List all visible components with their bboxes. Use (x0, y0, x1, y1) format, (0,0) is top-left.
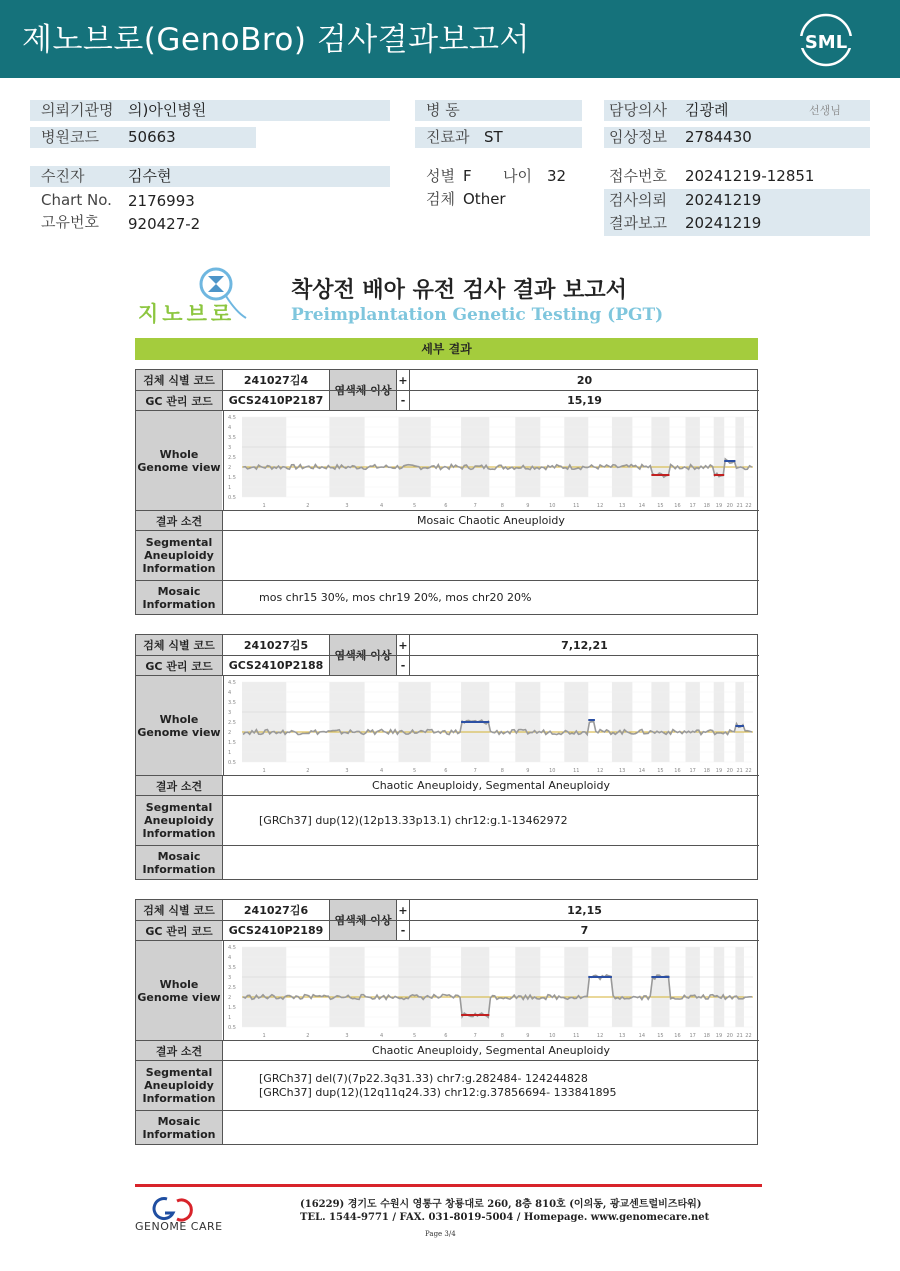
x-tick-label: 21 (736, 768, 743, 774)
report-title: 착상전 배아 유전 검사 결과 보고서 (291, 278, 627, 303)
x-tick-label: 20 (726, 503, 734, 509)
mosaic-row (136, 845, 759, 879)
x-tick-label: 4 (379, 503, 384, 509)
hospital-value: 의)아인병원 (128, 101, 207, 119)
x-tick-label: 10 (549, 1033, 556, 1039)
y-tick-label: 4.5 (228, 415, 236, 421)
gc-code-value: GCS2410P2187 (222, 391, 329, 410)
genome-plot-area (223, 411, 758, 511)
x-tick-label: 4 (379, 768, 384, 774)
x-tick-label: 6 (444, 503, 448, 509)
mosaic-value (222, 1111, 759, 1144)
x-tick-label: 5 (413, 503, 417, 509)
y-tick-label: 1.5 (228, 475, 236, 481)
x-tick-label: 17 (689, 503, 696, 509)
gc-code-value: GCS2410P2189 (222, 921, 329, 940)
y-tick-label: 3.5 (228, 435, 236, 441)
x-tick-label: 1 (262, 1033, 266, 1039)
footer-address (300, 1198, 709, 1224)
loss-value: 7 (409, 921, 759, 940)
dept-value: ST (484, 128, 503, 146)
x-tick-label: 22 (745, 503, 752, 509)
x-tick-label: 10 (549, 768, 556, 774)
x-tick-label: 3 (345, 768, 349, 774)
dept-label: 진료과 (426, 128, 470, 146)
y-tick-label: 2 (228, 465, 232, 471)
specimen-value: Other (463, 190, 506, 208)
x-tick-label: 1 (262, 503, 266, 509)
gc-code-label: GC 관리 코드 (136, 656, 222, 675)
y-tick-label: 4.5 (228, 945, 236, 951)
sample-code-value: 241027김4 (222, 370, 329, 390)
page-number: Page 3/4 (425, 1230, 456, 1238)
x-tick-label: 1 (262, 768, 266, 774)
x-tick-label: 13 (618, 1033, 626, 1039)
y-tick-label: 1 (228, 750, 232, 756)
x-tick-label: 7 (473, 768, 477, 774)
plus-sign: + (396, 370, 409, 390)
x-tick-label: 15 (657, 1033, 664, 1039)
y-tick-label: 1.5 (228, 1005, 236, 1011)
hospital-label: 의뢰기관명 (41, 101, 114, 119)
y-tick-label: 3.5 (228, 965, 236, 971)
result-value: Chaotic Aneuploidy, Segmental Aneuploidy (222, 1041, 759, 1060)
gc-code-row (136, 655, 759, 675)
genome-plot-area (223, 941, 758, 1041)
x-tick-label: 6 (444, 768, 448, 774)
doctor-value: 김광례 (685, 101, 729, 119)
x-tick-label: 3 (345, 1033, 349, 1039)
report-subtitle: Preimplantation Genetic Testing (PGT) (291, 305, 664, 325)
x-tick-label: 5 (413, 1033, 417, 1039)
gc-code-row (136, 390, 759, 410)
mosaic-value (222, 846, 759, 879)
y-tick-label: 2.5 (228, 455, 236, 461)
x-tick-label: 9 (526, 1033, 530, 1039)
gc-code-label: GC 관리 코드 (136, 391, 222, 410)
receipt-value: 20241219-12851 (685, 167, 815, 185)
x-tick-label: 8 (500, 1033, 504, 1039)
x-tick-label: 12 (596, 768, 604, 774)
chrom-abn-label: 염색체 이상 (329, 370, 396, 410)
y-tick-label: 3 (228, 975, 232, 981)
x-tick-label: 21 (736, 1033, 743, 1039)
address-line: (16229) 경기도 수원시 영통구 창룡대로 260, 8층 810호 (이의동, 광교센트럴비즈타워) (300, 1199, 702, 1210)
x-tick-label: 14 (638, 768, 646, 774)
genobro-logo-text: 지노브로 (138, 302, 236, 326)
y-tick-label: 3.5 (228, 700, 236, 706)
x-tick-label: 12 (596, 503, 604, 509)
sample-code-row (136, 370, 759, 397)
company-name: GENOME CARE (135, 1220, 223, 1233)
header-bar (0, 0, 900, 78)
genome-plot (224, 676, 759, 776)
result-label: 결과 소견 (136, 1041, 222, 1060)
request-label: 검사의뢰 (609, 191, 667, 209)
x-tick-label: 6 (444, 1033, 448, 1039)
x-tick-label: 5 (413, 768, 417, 774)
genome-plot-area (223, 676, 758, 776)
mosaic-value: mos chr15 30%, mos chr19 20%, mos chr20 20% (222, 581, 759, 614)
chrom-abn-label: 염색체 이상 (329, 900, 396, 940)
chart-value: 2176993 (128, 192, 195, 210)
whole-genome-row (136, 675, 759, 775)
x-tick-label: 2 (306, 1033, 310, 1039)
y-tick-label: 1 (228, 485, 232, 491)
y-tick-label: 4 (228, 690, 232, 696)
x-tick-label: 11 (573, 503, 580, 509)
y-tick-label: 0.5 (228, 1025, 236, 1031)
segmental-row (136, 1060, 759, 1110)
gain-value: 20 (409, 370, 759, 390)
x-tick-label: 7 (473, 503, 477, 509)
x-tick-label: 2 (306, 503, 310, 509)
result-value: Chaotic Aneuploidy, Segmental Aneuploidy (222, 776, 759, 795)
id-value: 920427-2 (128, 215, 201, 233)
loss-value (409, 656, 759, 675)
x-tick-label: 17 (689, 768, 696, 774)
genome-plot (224, 411, 759, 511)
mosaic-label: Mosaic Information (136, 1111, 222, 1144)
x-tick-label: 13 (618, 768, 626, 774)
plus-sign: + (396, 900, 409, 920)
minus-sign: - (396, 921, 409, 940)
segmental-label: Segmental Aneuploidy Information (136, 1061, 222, 1110)
y-tick-label: 3 (228, 445, 232, 451)
x-tick-label: 19 (715, 503, 723, 509)
id-label: 고유번호 (41, 213, 99, 231)
x-tick-label: 7 (473, 1033, 477, 1039)
whole-genome-row (136, 410, 759, 510)
specimen-label: 검체 (426, 190, 455, 208)
whole-genome-label: Whole Genome view (136, 676, 222, 775)
receipt-label: 접수번호 (609, 167, 667, 185)
page-title: 제노브로(GenoBro) 검사결과보고서 (22, 22, 530, 58)
y-tick-label: 1.5 (228, 740, 236, 746)
report-date-value: 20241219 (685, 214, 762, 232)
sample-table (135, 899, 758, 1145)
ward-label: 병 동 (426, 101, 460, 119)
patient-label: 수진자 (41, 167, 85, 185)
y-tick-label: 4 (228, 425, 232, 431)
x-tick-label: 15 (657, 503, 664, 509)
segmental-row (136, 795, 759, 845)
segmental-value (222, 1061, 759, 1110)
y-tick-label: 2.5 (228, 985, 236, 991)
x-tick-label: 16 (674, 768, 681, 774)
contact-line: TEL. 1544-9771 / FAX. 031-8019-5004 / Homepage. www.genomecare.net (300, 1212, 710, 1223)
result-row (136, 510, 759, 530)
sample-code-label: 검체 식별 코드 (136, 370, 222, 390)
x-tick-label: 20 (726, 768, 734, 774)
gain-value: 12,15 (409, 900, 759, 920)
patient-value: 김수현 (128, 167, 172, 185)
x-tick-label: 16 (674, 503, 681, 509)
age-value: 32 (547, 167, 567, 185)
y-tick-label: 0.5 (228, 495, 236, 501)
segmental-label: Segmental Aneuploidy Information (136, 531, 222, 580)
whole-genome-row (136, 940, 759, 1040)
segmental-line: [GRCh37] dup(12)(12q11q24.33) chr12:g.37856694- 133841895 (259, 1085, 617, 1099)
gc-code-label: GC 관리 코드 (136, 921, 222, 940)
x-tick-label: 9 (526, 768, 530, 774)
whole-genome-label: Whole Genome view (136, 411, 222, 510)
minus-sign: - (396, 656, 409, 675)
y-tick-label: 2 (228, 995, 232, 1001)
mosaic-row (136, 580, 759, 614)
sex-label: 성별 (426, 167, 455, 185)
chrom-abn-label: 염색체 이상 (329, 635, 396, 675)
sex-value: F (463, 167, 472, 185)
doctor-label: 담당의사 (609, 101, 667, 119)
segmental-value (222, 531, 759, 580)
x-tick-label: 13 (618, 503, 626, 509)
y-tick-label: 2 (228, 730, 232, 736)
mosaic-label: Mosaic Information (136, 846, 222, 879)
x-tick-label: 14 (638, 1033, 646, 1039)
age-label: 나이 (503, 167, 532, 185)
segmental-line: [GRCh37] dup(12)(12p13.33p13.1) chr12:g.1-13462972 (259, 813, 568, 827)
clinical-label: 임상정보 (609, 128, 667, 146)
segmental-row (136, 530, 759, 580)
gain-value: 7,12,21 (409, 635, 759, 655)
x-tick-label: 21 (736, 503, 743, 509)
sml-logo (798, 12, 854, 68)
y-tick-label: 4.5 (228, 680, 236, 686)
copy-number-trace (243, 459, 752, 477)
plus-sign: + (396, 635, 409, 655)
x-tick-label: 4 (379, 1033, 384, 1039)
loss-value: 15,19 (409, 391, 759, 410)
chart-label: Chart No. (41, 191, 112, 209)
x-tick-label: 15 (657, 768, 664, 774)
x-tick-label: 8 (500, 768, 504, 774)
brand-text: SML (804, 32, 848, 53)
x-tick-label: 11 (573, 1033, 580, 1039)
x-tick-label: 12 (596, 1033, 604, 1039)
clinical-value: 2784430 (685, 128, 752, 146)
x-tick-label: 22 (745, 1033, 752, 1039)
x-tick-label: 18 (703, 503, 710, 509)
x-tick-label: 18 (703, 768, 710, 774)
y-tick-label: 2.5 (228, 720, 236, 726)
y-tick-label: 0.5 (228, 760, 236, 766)
y-tick-label: 1 (228, 1015, 232, 1021)
x-tick-label: 14 (638, 503, 646, 509)
mosaic-label: Mosaic Information (136, 581, 222, 614)
x-tick-label: 3 (345, 503, 349, 509)
gc-code-value: GCS2410P2188 (222, 656, 329, 675)
whole-genome-label: Whole Genome view (136, 941, 222, 1040)
sample-code-label: 검체 식별 코드 (136, 900, 222, 920)
x-tick-label: 11 (573, 768, 580, 774)
minus-sign: - (396, 391, 409, 410)
sample-code-row (136, 900, 759, 927)
x-tick-label: 10 (549, 503, 556, 509)
x-tick-label: 17 (689, 1033, 696, 1039)
segmental-label: Segmental Aneuploidy Information (136, 796, 222, 845)
segmental-value (222, 796, 759, 845)
result-label: 결과 소견 (136, 776, 222, 795)
mosaic-row (136, 1110, 759, 1144)
genome-plot (224, 941, 759, 1041)
result-row (136, 775, 759, 795)
footer-divider (135, 1184, 762, 1187)
x-tick-label: 20 (726, 1033, 734, 1039)
report-date-label: 결과보고 (609, 214, 667, 232)
sample-table (135, 369, 758, 615)
result-value: Mosaic Chaotic Aneuploidy (222, 511, 759, 530)
x-tick-label: 19 (715, 768, 723, 774)
sample-code-row (136, 635, 759, 662)
request-value: 20241219 (685, 191, 762, 209)
y-tick-label: 3 (228, 710, 232, 716)
sample-code-value: 241027김5 (222, 635, 329, 655)
sample-code-label: 검체 식별 코드 (136, 635, 222, 655)
copy-number-trace (243, 975, 752, 1017)
section-header: 세부 결과 (135, 338, 758, 360)
result-row (136, 1040, 759, 1060)
sample-code-value: 241027김6 (222, 900, 329, 920)
x-tick-label: 16 (674, 1033, 681, 1039)
segmental-line: [GRCh37] del(7)(7p22.3q31.33) chr7:g.282484- 124244828 (259, 1071, 588, 1085)
hospital-code-value: 50663 (128, 128, 176, 146)
result-label: 결과 소견 (136, 511, 222, 530)
x-tick-label: 2 (306, 768, 310, 774)
x-tick-label: 9 (526, 503, 530, 509)
x-tick-label: 8 (500, 503, 504, 509)
doctor-suffix: 선생님 (809, 104, 841, 117)
y-tick-label: 4 (228, 955, 232, 961)
x-tick-label: 18 (703, 1033, 710, 1039)
x-tick-label: 22 (745, 768, 752, 774)
x-tick-label: 19 (715, 1033, 723, 1039)
sample-table (135, 634, 758, 880)
gc-code-row (136, 920, 759, 940)
hospital-code-label: 병원코드 (41, 128, 99, 146)
